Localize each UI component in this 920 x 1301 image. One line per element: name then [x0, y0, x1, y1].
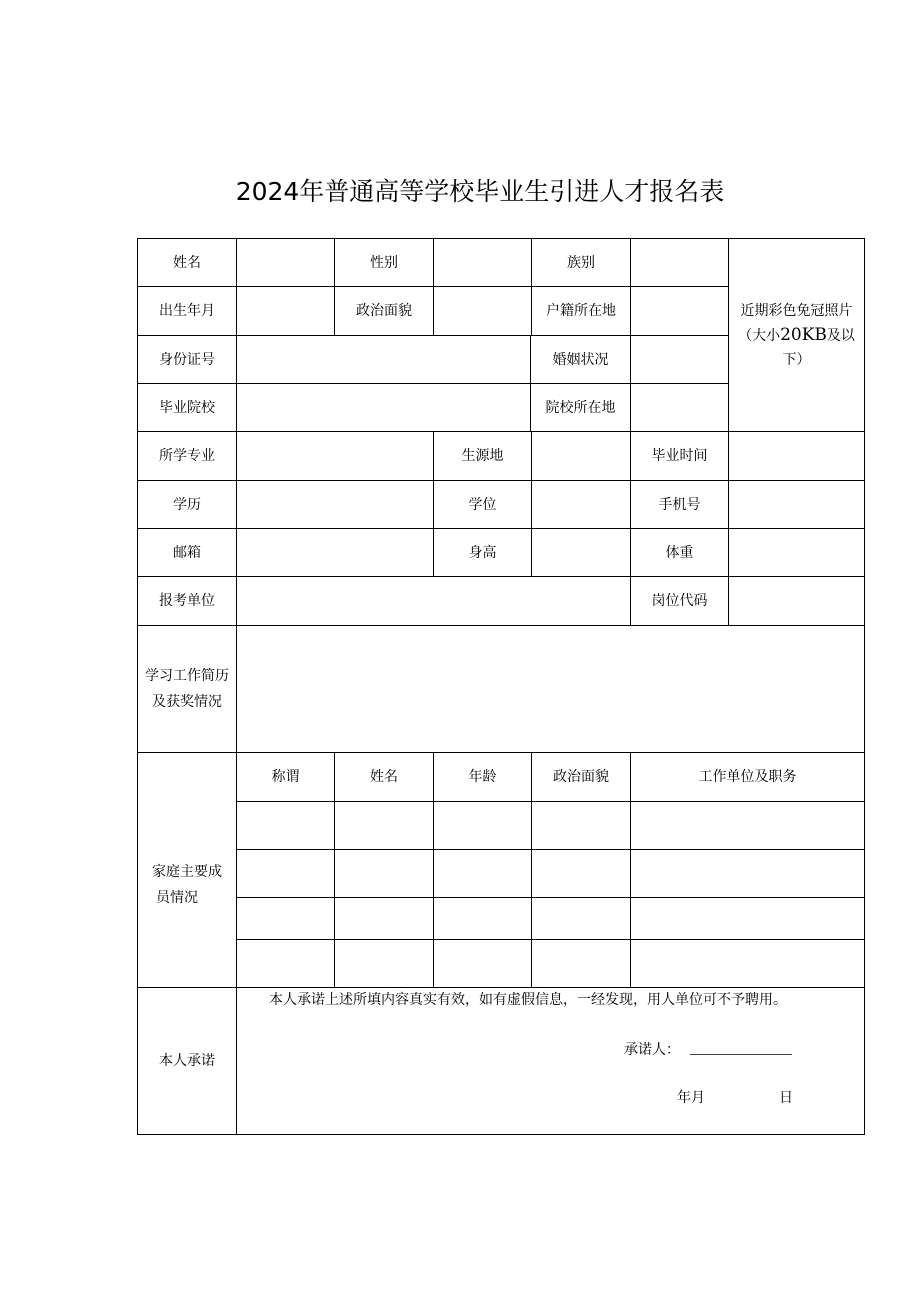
label-ethnicity-text: 族别 — [567, 254, 595, 271]
input-post-code[interactable] — [729, 577, 864, 626]
input-ethnicity[interactable] — [631, 239, 729, 287]
label-weight — [631, 529, 729, 577]
input-id-number[interactable] — [237, 336, 531, 384]
label-weight-text: 体重 — [665, 544, 694, 561]
input-birth[interactable] — [237, 287, 335, 336]
label-family-line1: 家庭主要成 — [152, 864, 222, 880]
label-birth-text: 出生年月 — [159, 303, 215, 319]
input-school-location[interactable] — [631, 384, 729, 432]
family-row3-age[interactable] — [434, 898, 532, 940]
label-grad-time-text: 毕业时间 — [651, 448, 708, 464]
pledge-content — [237, 988, 864, 1134]
label-marital — [531, 336, 631, 384]
input-degree[interactable] — [532, 481, 631, 529]
label-birth — [138, 287, 237, 336]
label-grad-time — [631, 432, 729, 481]
label-school-text: 毕业院校 — [159, 399, 215, 416]
family-row3-relation[interactable] — [237, 898, 335, 940]
input-height[interactable] — [532, 529, 631, 577]
family-header-name — [335, 753, 434, 802]
label-education-text: 学历 — [173, 496, 201, 513]
family-header-age-text: 年龄 — [468, 769, 497, 785]
family-header-relation — [237, 753, 335, 802]
input-origin[interactable] — [532, 432, 631, 481]
label-major — [138, 432, 237, 481]
label-school — [138, 384, 237, 432]
label-origin — [434, 432, 532, 481]
family-row1-name[interactable] — [335, 802, 434, 850]
label-ethnicity — [532, 239, 631, 287]
photo-line1: 近期彩色免冠照片 — [740, 302, 853, 319]
input-email[interactable] — [237, 529, 434, 577]
label-pledge-text: 本人承诺 — [159, 1053, 215, 1069]
label-unit — [138, 577, 237, 626]
pledge-signature-line[interactable] — [690, 1054, 792, 1055]
photo-line2: （大小20KB及以 — [738, 324, 855, 345]
label-name-text: 姓名 — [173, 254, 201, 271]
label-height-text: 身高 — [468, 544, 497, 561]
family-header-age — [434, 753, 532, 802]
family-row2-political[interactable] — [532, 850, 631, 898]
input-hukou[interactable] — [631, 287, 729, 336]
pledge-signer-label: 承诺人： — [624, 1042, 680, 1058]
input-unit[interactable] — [237, 577, 631, 626]
label-degree — [434, 481, 532, 529]
photo-line3: 下） — [782, 351, 811, 368]
input-phone[interactable] — [729, 481, 864, 529]
input-resume[interactable] — [237, 626, 864, 753]
label-post-code-text: 岗位代码 — [651, 593, 708, 609]
label-resume-line2: 及获奖情况 — [152, 694, 222, 710]
input-major[interactable] — [237, 432, 434, 481]
label-political-text: 政治面貌 — [356, 303, 412, 319]
family-row1-political[interactable] — [532, 802, 631, 850]
family-row1-age[interactable] — [434, 802, 532, 850]
family-row2-work[interactable] — [631, 850, 864, 898]
pledge-date-day: 日 — [779, 1090, 793, 1106]
label-school-location-text: 院校所在地 — [545, 399, 616, 416]
family-row2-name[interactable] — [335, 850, 434, 898]
label-hukou — [532, 287, 631, 336]
label-phone-text: 手机号 — [658, 496, 701, 513]
family-row2-relation[interactable] — [237, 850, 335, 898]
family-header-work-text: 工作单位及职务 — [698, 769, 797, 785]
family-row4-work[interactable] — [631, 940, 864, 988]
input-school[interactable] — [237, 384, 531, 432]
family-row4-name[interactable] — [335, 940, 434, 988]
family-header-name-text: 姓名 — [370, 769, 398, 785]
label-gender — [335, 239, 434, 287]
label-id-number-text: 身份证号 — [159, 351, 215, 368]
registration-form-table — [137, 238, 865, 1135]
label-pledge — [138, 988, 237, 1134]
pledge-statement: 本人承诺上述所填内容真实有效，如有虚假信息，一经发现，用人单位可不予聘用。 — [269, 992, 787, 1008]
input-marital[interactable] — [631, 336, 729, 384]
label-height — [434, 529, 532, 577]
label-resume — [138, 626, 237, 753]
label-resume-line1: 学习工作简历 — [145, 668, 229, 684]
label-political — [335, 287, 434, 336]
input-name[interactable] — [237, 239, 335, 287]
family-header-relation-text: 称谓 — [271, 769, 300, 785]
form-title: 2024年普通高等学校毕业生引进人才报名表 — [235, 177, 725, 206]
input-political[interactable] — [434, 287, 532, 336]
label-phone — [631, 481, 729, 529]
label-family-line2: 员情况 — [156, 890, 198, 906]
label-gender-text: 性别 — [370, 254, 398, 271]
family-row3-name[interactable] — [335, 898, 434, 940]
label-email-text: 邮箱 — [173, 544, 201, 561]
label-id-number — [138, 336, 237, 384]
label-school-location — [531, 384, 631, 432]
input-grad-time[interactable] — [729, 432, 864, 481]
label-degree-text: 学位 — [468, 496, 497, 513]
label-hukou-text: 户籍所在地 — [546, 303, 616, 319]
family-row2-age[interactable] — [434, 850, 532, 898]
photo-placeholder[interactable] — [729, 239, 864, 432]
family-row1-relation[interactable] — [237, 802, 335, 850]
label-unit-text: 报考单位 — [159, 593, 215, 609]
family-header-work — [631, 753, 864, 802]
input-education[interactable] — [237, 481, 434, 529]
family-row3-work[interactable] — [631, 898, 864, 940]
family-row4-political[interactable] — [532, 940, 631, 988]
family-row4-age[interactable] — [434, 940, 532, 988]
label-post-code — [631, 577, 729, 626]
family-header-political-text: 政治面貌 — [553, 769, 609, 785]
family-header-political — [532, 753, 631, 802]
label-email — [138, 529, 237, 577]
label-education — [138, 481, 237, 529]
family-row1-work[interactable] — [631, 802, 864, 850]
family-row4-relation[interactable] — [237, 940, 335, 988]
label-family — [138, 753, 237, 988]
label-origin-text: 生源地 — [461, 448, 504, 464]
input-weight[interactable] — [729, 529, 864, 577]
label-major-text: 所学专业 — [159, 448, 215, 464]
pledge-date-year-month: 年月 — [677, 1090, 705, 1106]
input-gender[interactable] — [434, 239, 532, 287]
label-name — [138, 239, 237, 287]
family-row3-political[interactable] — [532, 898, 631, 940]
label-marital-text: 婚姻状况 — [552, 351, 609, 368]
